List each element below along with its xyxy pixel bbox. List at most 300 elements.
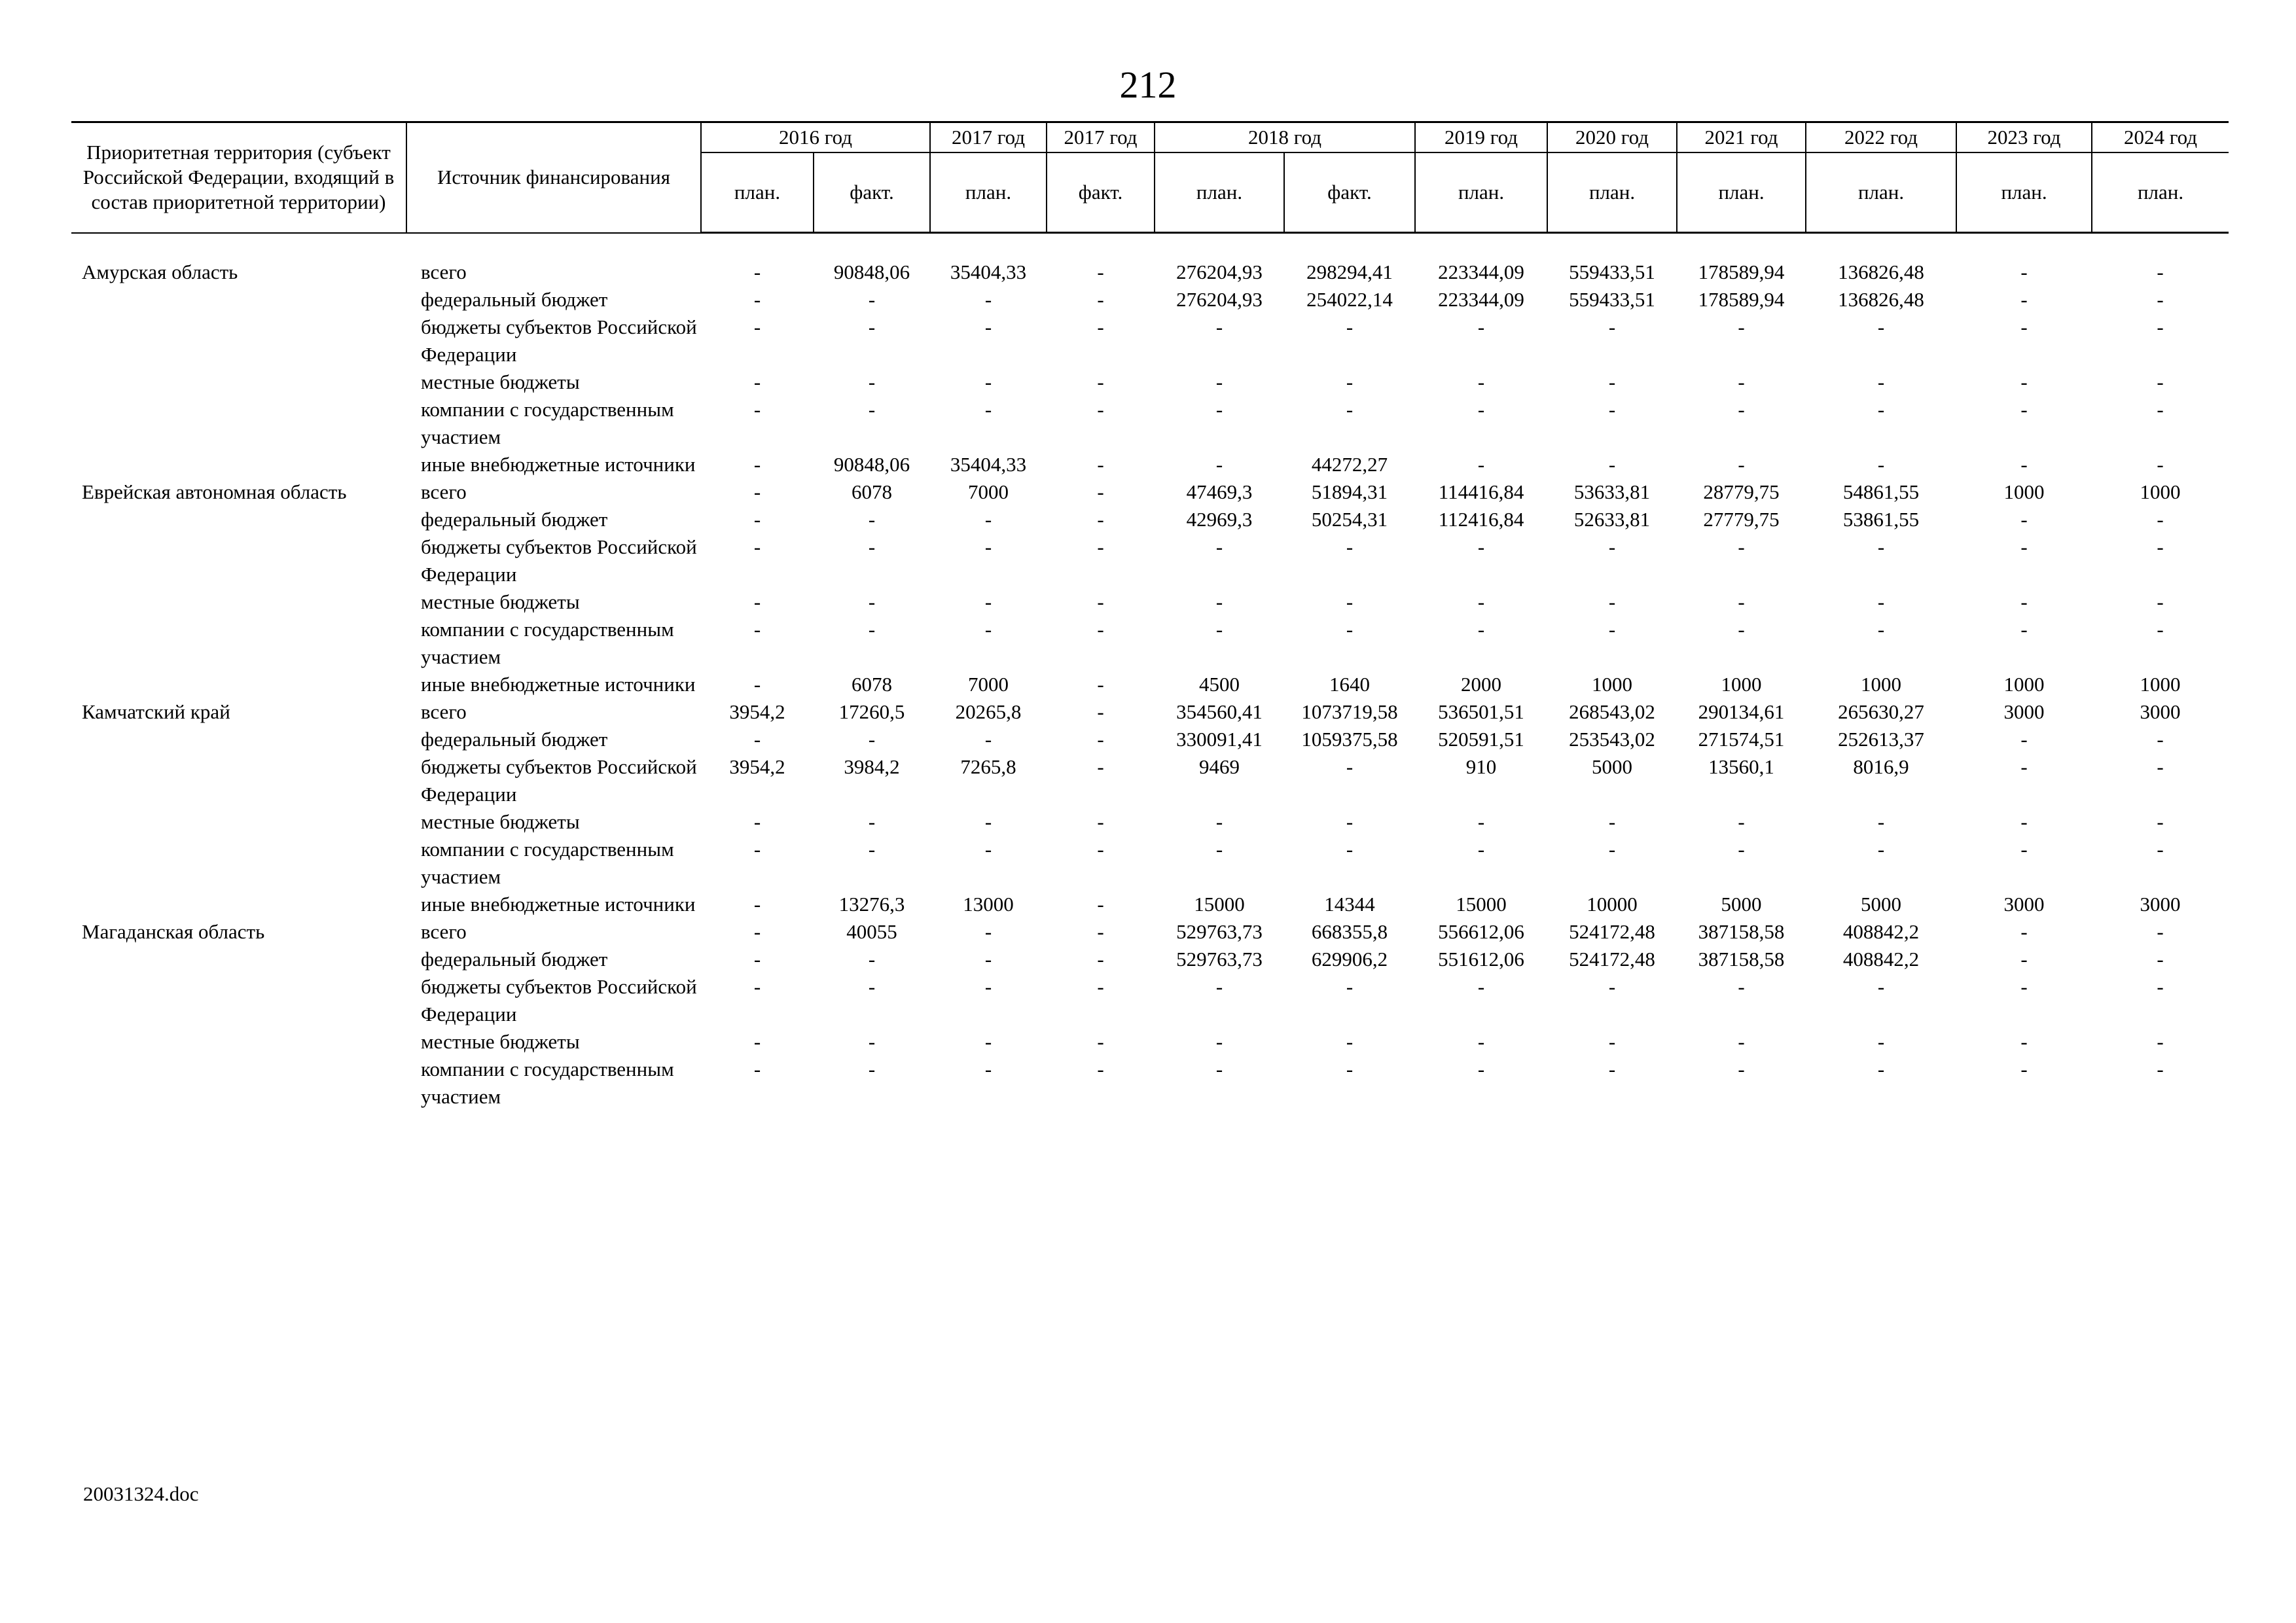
territory-name: Еврейская автономная область — [82, 480, 347, 503]
value-cell: - — [1877, 398, 1885, 421]
territory-cell-empty — [71, 286, 406, 313]
value-cell: 668355,8 — [1311, 920, 1388, 943]
table-row — [71, 313, 2229, 368]
value-cell: - — [1097, 728, 1104, 751]
value-cell: 524172,48 — [1569, 948, 1655, 971]
value-cell: 910 — [1465, 755, 1497, 778]
value-cell: - — [753, 288, 761, 311]
value-cell: - — [1097, 370, 1104, 393]
value-cell: 47469,3 — [1186, 480, 1253, 503]
value-cell: - — [1097, 508, 1104, 531]
year-header: 2024 год — [2092, 122, 2229, 153]
value-cell: - — [1877, 810, 1885, 833]
value-cell: - — [2020, 398, 2028, 421]
value-cell: - — [1608, 618, 1616, 641]
value-cell: 252613,37 — [1838, 728, 1924, 751]
value-cell: 7265,8 — [960, 755, 1016, 778]
value-cell: - — [984, 370, 992, 393]
value-cell: 13560,1 — [1708, 755, 1774, 778]
value-cell: - — [868, 315, 876, 338]
table-row — [71, 753, 2229, 808]
value-cell: - — [1346, 315, 1354, 338]
funding-source: местные бюджеты — [421, 590, 580, 613]
value-cell: 15000 — [1194, 893, 1245, 916]
value-cell: - — [1477, 590, 1485, 613]
value-cell: 3984,2 — [844, 755, 900, 778]
value-cell: 53633,81 — [1573, 480, 1651, 503]
value-cell: - — [1097, 673, 1104, 696]
value-cell: - — [1877, 1030, 1885, 1053]
value-cell: - — [1097, 893, 1104, 916]
value-cell: - — [2020, 618, 2028, 641]
value-cell: - — [984, 535, 992, 558]
territory-cell-empty — [71, 588, 406, 616]
value-cell: 13000 — [963, 893, 1014, 916]
value-cell: - — [753, 370, 761, 393]
value-cell: 559433,51 — [1569, 260, 1655, 283]
value-cell: 9469 — [1199, 755, 1240, 778]
value-cell: - — [753, 453, 761, 476]
plan-fact-header: факт. — [814, 152, 930, 233]
value-cell: - — [868, 370, 876, 393]
value-cell: 5000 — [1592, 755, 1633, 778]
table-row — [71, 1056, 2229, 1111]
table-row — [71, 368, 2229, 396]
value-cell: - — [868, 398, 876, 421]
value-cell: - — [2157, 728, 2164, 751]
value-cell: - — [1097, 810, 1104, 833]
value-cell: 330091,41 — [1176, 728, 1263, 751]
value-cell: - — [1097, 948, 1104, 971]
value-cell: - — [2020, 590, 2028, 613]
value-cell: - — [1477, 370, 1485, 393]
funding-source: местные бюджеты — [421, 1030, 580, 1053]
value-cell: 268543,02 — [1569, 700, 1655, 723]
year-header-row — [71, 122, 2229, 153]
value-cell: - — [984, 810, 992, 833]
value-cell: - — [984, 1058, 992, 1080]
value-cell: - — [753, 673, 761, 696]
value-cell: 54861,55 — [1842, 480, 1920, 503]
value-cell: 112416,84 — [1438, 508, 1524, 531]
value-cell: - — [1608, 975, 1616, 998]
value-cell: - — [868, 590, 876, 613]
plan-fact-header: план. — [930, 152, 1047, 233]
value-cell: - — [1738, 1058, 1745, 1080]
value-cell: 1073719,58 — [1301, 700, 1398, 723]
value-cell: - — [1738, 535, 1745, 558]
value-cell: - — [2157, 453, 2164, 476]
value-cell: 178589,94 — [1698, 260, 1785, 283]
territory-name: Амурская область — [82, 260, 238, 283]
value-cell: - — [1738, 618, 1745, 641]
value-cell: 51894,31 — [1311, 480, 1388, 503]
value-cell: - — [1608, 535, 1616, 558]
value-cell: 5000 — [1721, 893, 1762, 916]
value-cell: - — [984, 315, 992, 338]
value-cell: 2000 — [1461, 673, 1502, 696]
value-cell: - — [1097, 535, 1104, 558]
table-header — [71, 122, 2229, 233]
value-cell: - — [753, 508, 761, 531]
value-cell: 524172,48 — [1569, 920, 1655, 943]
funding-source: иные внебюджетные источники — [421, 453, 696, 476]
value-cell: - — [2020, 535, 2028, 558]
value-cell: 17260,5 — [838, 700, 905, 723]
value-cell: 42969,3 — [1186, 508, 1253, 531]
territory-cell-empty — [71, 313, 406, 368]
value-cell: - — [1877, 590, 1885, 613]
table-row — [71, 671, 2229, 698]
value-cell: - — [984, 975, 992, 998]
value-cell: - — [1215, 1058, 1223, 1080]
value-cell: - — [1215, 1030, 1223, 1053]
value-cell: - — [2020, 975, 2028, 998]
value-cell: 1000 — [1721, 673, 1762, 696]
value-cell: - — [2020, 260, 2028, 283]
value-cell: 7000 — [968, 480, 1009, 503]
value-cell: - — [868, 975, 876, 998]
plan-fact-header: план. — [2092, 152, 2229, 233]
territory-cell-empty — [71, 396, 406, 451]
table-row — [71, 616, 2229, 671]
table-row — [71, 946, 2229, 973]
value-cell: 551612,06 — [1438, 948, 1524, 971]
table-row — [71, 808, 2229, 836]
value-cell: 1640 — [1329, 673, 1371, 696]
value-cell: - — [868, 948, 876, 971]
value-cell: - — [1877, 370, 1885, 393]
value-cell: - — [1346, 1030, 1354, 1053]
value-cell: 1000 — [2140, 480, 2181, 503]
territory-cell-empty — [71, 891, 406, 918]
value-cell: - — [1097, 1030, 1104, 1053]
value-cell: 4500 — [1199, 673, 1240, 696]
value-cell: - — [1097, 398, 1104, 421]
document-id: 20031324.doc — [83, 1482, 199, 1505]
value-cell: - — [753, 810, 761, 833]
value-cell: - — [2020, 453, 2028, 476]
value-cell: 5000 — [1861, 893, 1902, 916]
territory-cell-empty — [71, 533, 406, 588]
value-cell: - — [2157, 810, 2164, 833]
value-cell: - — [1608, 838, 1616, 861]
value-cell: 114416,84 — [1438, 480, 1524, 503]
value-cell: - — [868, 618, 876, 641]
value-cell: 265630,27 — [1838, 700, 1924, 723]
funding-source: местные бюджеты — [421, 810, 580, 833]
value-cell: 13276,3 — [838, 893, 905, 916]
value-cell: - — [1477, 810, 1485, 833]
value-cell: - — [1608, 1030, 1616, 1053]
value-cell: 178589,94 — [1698, 288, 1785, 311]
territory-cell-empty — [71, 946, 406, 973]
value-cell: - — [1738, 315, 1745, 338]
value-cell: - — [1346, 535, 1354, 558]
value-cell: 1059375,58 — [1301, 728, 1398, 751]
table-row — [71, 451, 2229, 478]
table-row — [71, 836, 2229, 891]
value-cell: - — [868, 810, 876, 833]
value-cell: - — [1608, 1058, 1616, 1080]
table-row — [71, 973, 2229, 1028]
value-cell: - — [1608, 810, 1616, 833]
value-cell: - — [1346, 370, 1354, 393]
value-cell: - — [1608, 370, 1616, 393]
year-header: 2021 год — [1677, 122, 1806, 153]
value-cell: - — [1738, 975, 1745, 998]
value-cell: - — [868, 1030, 876, 1053]
value-cell: - — [1738, 590, 1745, 613]
plan-fact-header: план. — [1956, 152, 2092, 233]
value-cell: - — [1097, 288, 1104, 311]
value-cell: - — [984, 590, 992, 613]
value-cell: - — [984, 618, 992, 641]
value-cell: 276204,93 — [1176, 288, 1263, 311]
financing-table — [71, 121, 2229, 1111]
value-cell: 387158,58 — [1698, 920, 1785, 943]
value-cell: - — [2157, 260, 2164, 283]
table-row — [71, 698, 2229, 726]
value-cell: - — [1097, 590, 1104, 613]
value-cell: - — [2157, 590, 2164, 613]
year-header: 2022 год — [1806, 122, 1956, 153]
value-cell: - — [753, 948, 761, 971]
year-header: 2017 год — [930, 122, 1047, 153]
value-cell: - — [1097, 838, 1104, 861]
value-cell: - — [2157, 398, 2164, 421]
value-cell: - — [753, 1058, 761, 1080]
value-cell: - — [1738, 810, 1745, 833]
value-cell: - — [1877, 838, 1885, 861]
value-cell: - — [2020, 810, 2028, 833]
territory-cell-empty — [71, 753, 406, 808]
value-cell: 559433,51 — [1569, 288, 1655, 311]
funding-source: компании с государственным участием — [421, 618, 674, 668]
value-cell: - — [2020, 1058, 2028, 1080]
table-row — [71, 506, 2229, 533]
value-cell: - — [868, 288, 876, 311]
value-cell: - — [1346, 1058, 1354, 1080]
value-cell: 52633,81 — [1573, 508, 1651, 531]
value-cell: - — [984, 398, 992, 421]
value-cell: - — [753, 480, 761, 503]
funding-source: бюджеты субъектов Российской Федерации — [421, 535, 697, 586]
value-cell: - — [1608, 453, 1616, 476]
value-cell: - — [1097, 1058, 1104, 1080]
value-cell: - — [1346, 838, 1354, 861]
value-cell: - — [1215, 975, 1223, 998]
territory-column-header: Приоритетная территория (субъект Российской Федерации, входящий в состав приоритетной территории) — [71, 122, 406, 233]
value-cell: - — [1477, 1030, 1485, 1053]
value-cell: - — [1877, 315, 1885, 338]
value-cell: 1000 — [1592, 673, 1633, 696]
value-cell: 354560,41 — [1176, 700, 1263, 723]
value-cell: - — [2020, 288, 2028, 311]
value-cell: - — [2020, 838, 2028, 861]
page-number: 212 — [1119, 63, 1177, 106]
value-cell: - — [1477, 975, 1485, 998]
value-cell: - — [2157, 838, 2164, 861]
value-cell: 387158,58 — [1698, 948, 1785, 971]
value-cell: - — [984, 920, 992, 943]
funding-source: компании с государственным участием — [421, 838, 674, 888]
value-cell: - — [1097, 618, 1104, 641]
table-row — [71, 396, 2229, 451]
territory-cell-empty — [71, 506, 406, 533]
funding-source: бюджеты субъектов Российской Федерации — [421, 315, 697, 366]
territory-cell-empty — [71, 671, 406, 698]
value-cell: - — [753, 618, 761, 641]
value-cell: - — [1877, 618, 1885, 641]
value-cell: - — [1215, 618, 1223, 641]
value-cell: 14344 — [1324, 893, 1375, 916]
territory-name: Камчатский край — [82, 700, 230, 723]
value-cell: - — [984, 288, 992, 311]
value-cell: 276204,93 — [1176, 260, 1263, 283]
value-cell: - — [753, 975, 761, 998]
value-cell: - — [753, 920, 761, 943]
value-cell: - — [753, 260, 761, 283]
plan-fact-header: факт. — [1047, 152, 1155, 233]
table-row — [71, 1028, 2229, 1056]
value-cell: - — [984, 1030, 992, 1053]
table-body — [71, 233, 2229, 1111]
funding-source: федеральный бюджет — [421, 948, 608, 971]
value-cell: - — [2157, 508, 2164, 531]
value-cell: - — [2157, 370, 2164, 393]
plan-fact-header: план. — [1806, 152, 1956, 233]
value-cell: - — [1477, 838, 1485, 861]
value-cell: 1000 — [2003, 673, 2045, 696]
value-cell: - — [1215, 315, 1223, 338]
value-cell: - — [753, 728, 761, 751]
value-cell: 529763,73 — [1176, 920, 1263, 943]
value-cell: - — [1215, 535, 1223, 558]
funding-source: федеральный бюджет — [421, 728, 608, 751]
funding-source: всего — [421, 480, 467, 503]
value-cell: - — [1877, 535, 1885, 558]
value-cell: 53861,55 — [1842, 508, 1920, 531]
value-cell: 3954,2 — [729, 755, 785, 778]
funding-source: бюджеты субъектов Российской Федерации — [421, 755, 697, 806]
territory-cell-empty — [71, 808, 406, 836]
table-row — [71, 478, 2229, 506]
funding-source: местные бюджеты — [421, 370, 580, 393]
value-cell: - — [1608, 590, 1616, 613]
funding-source: всего — [421, 920, 467, 943]
table-row — [71, 259, 2229, 286]
funding-source: иные внебюджетные источники — [421, 893, 696, 916]
value-cell: 629906,2 — [1311, 948, 1388, 971]
value-cell: - — [2157, 288, 2164, 311]
value-cell: - — [2020, 315, 2028, 338]
source-column-header: Источник финансирования — [406, 122, 701, 233]
value-cell: - — [984, 948, 992, 971]
value-cell: - — [1477, 1058, 1485, 1080]
value-cell: 28779,75 — [1703, 480, 1780, 503]
value-cell: - — [868, 728, 876, 751]
territory-cell-empty — [71, 836, 406, 891]
value-cell: - — [753, 838, 761, 861]
value-cell: - — [2157, 755, 2164, 778]
plan-fact-header: план. — [1677, 152, 1806, 233]
table-row — [71, 918, 2229, 946]
value-cell: - — [868, 838, 876, 861]
value-cell: - — [753, 1030, 761, 1053]
value-cell: 136826,48 — [1838, 288, 1924, 311]
value-cell: - — [1097, 260, 1104, 283]
value-cell: - — [1097, 700, 1104, 723]
value-cell: - — [1738, 453, 1745, 476]
value-cell: 556612,06 — [1438, 920, 1524, 943]
table-row — [71, 286, 2229, 313]
value-cell: - — [868, 535, 876, 558]
value-cell: - — [984, 508, 992, 531]
value-cell: - — [2157, 618, 2164, 641]
value-cell: 1000 — [1861, 673, 1902, 696]
value-cell: - — [1477, 618, 1485, 641]
value-cell: - — [1215, 838, 1223, 861]
value-cell: - — [2157, 535, 2164, 558]
value-cell: - — [1097, 453, 1104, 476]
value-cell: 35404,33 — [950, 453, 1027, 476]
territory-cell-empty — [71, 616, 406, 671]
value-cell: - — [2157, 975, 2164, 998]
value-cell: 27779,75 — [1703, 508, 1780, 531]
funding-source: компании с государственным участием — [421, 398, 674, 448]
value-cell: - — [753, 535, 761, 558]
value-cell: 271574,51 — [1698, 728, 1785, 751]
value-cell: - — [1477, 535, 1485, 558]
year-header: 2020 год — [1547, 122, 1677, 153]
value-cell: - — [1097, 975, 1104, 998]
value-cell: - — [1477, 398, 1485, 421]
value-cell: 136826,48 — [1838, 260, 1924, 283]
year-header: 2016 год — [701, 122, 930, 153]
value-cell: 223344,09 — [1438, 288, 1524, 311]
value-cell: - — [1738, 370, 1745, 393]
value-cell: - — [753, 315, 761, 338]
value-cell: - — [2020, 728, 2028, 751]
value-cell: 90848,06 — [833, 260, 910, 283]
value-cell: - — [1215, 398, 1223, 421]
value-cell: - — [1877, 975, 1885, 998]
value-cell: 3000 — [2140, 700, 2181, 723]
funding-source: компании с государственным участием — [421, 1058, 674, 1108]
value-cell: - — [1346, 810, 1354, 833]
value-cell: - — [1608, 315, 1616, 338]
funding-source: федеральный бюджет — [421, 508, 608, 531]
funding-source: всего — [421, 260, 467, 283]
value-cell: 3000 — [2140, 893, 2181, 916]
territory-cell-empty — [71, 726, 406, 753]
value-cell: - — [1346, 618, 1354, 641]
value-cell: 40055 — [846, 920, 897, 943]
value-cell: - — [1346, 590, 1354, 613]
value-cell: 1000 — [2003, 480, 2045, 503]
value-cell: 15000 — [1456, 893, 1507, 916]
value-cell: - — [2157, 920, 2164, 943]
value-cell: - — [2157, 315, 2164, 338]
value-cell: - — [868, 1058, 876, 1080]
value-cell: - — [1215, 590, 1223, 613]
funding-source: всего — [421, 700, 467, 723]
value-cell: - — [1097, 315, 1104, 338]
value-cell: 35404,33 — [950, 260, 1027, 283]
value-cell: 10000 — [1587, 893, 1638, 916]
value-cell: 536501,51 — [1438, 700, 1524, 723]
